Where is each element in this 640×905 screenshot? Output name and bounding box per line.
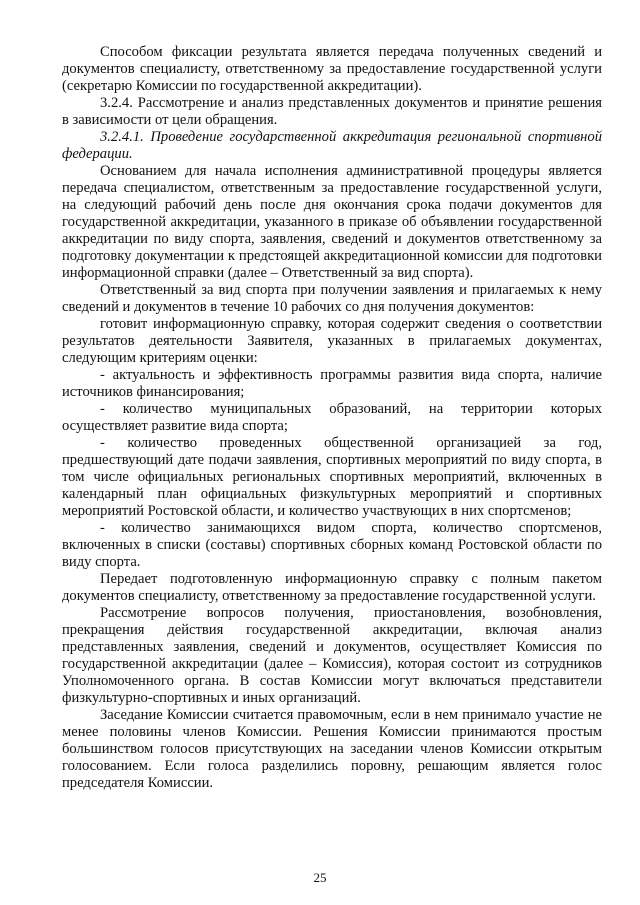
list-item-criterion-events: - количество проведенных общественной организацией за год, предшествующий дате подачи заявления, спортивных мероприятий по виду спорта, в том числе официальных региональных спортивных мероприятий, включенных в календарный план официальных физкультурных мероприятий и спортивных мероприятий Ростовской области, и количество участвующих в них спортсменов; bbox=[62, 435, 602, 519]
paragraph-responsible-actions: Ответственный за вид спорта при получении заявления и прилагаемых к нему сведений и документов в течение 10 рабочих со дня получения документов: bbox=[62, 282, 602, 315]
paragraph-section-3-2-4: 3.2.4. Рассмотрение и анализ представленных документов и принятие решения в зависимости от цели обращения. bbox=[62, 95, 602, 128]
paragraph-procedure-basis: Основанием для начала исполнения административной процедуры является передача специалистом, ответственным за предоставление государственной услуги, на следующий рабочий день после дня окончания срока подачи документов для государственной аккредитации, указанного в приказе об объявлении государственной аккредитации по виду спорта, заявления, сведений и документов ответственному за подготовку документации к предстоящей аккредитационной комиссии для подготовки информационной справки (далее – Ответственный за вид спорта). bbox=[62, 163, 602, 281]
paragraph-prepares-reference: готовит информационную справку, которая содержит сведения о соответствии результатов деятельности Заявителя, указанных в прилагаемых документах, следующим критериям оценки: bbox=[62, 316, 602, 366]
subsection-heading-3-2-4-1: 3.2.4.1. Проведение государственной аккредитация региональной спортивной федерации. bbox=[62, 129, 602, 162]
list-item-criterion-athletes: - количество занимающихся видом спорта, количество спортсменов, включенных в списки (составы) спортивных сборных команд Ростовской области по виду спорта. bbox=[62, 520, 602, 570]
paragraph-transfers-reference: Передает подготовленную информационную справку с полным пакетом документов специалисту, ответственному за предоставление государственной услуги. bbox=[62, 571, 602, 604]
list-item-criterion-relevance: - актуальность и эффективность программы развития вида спорта, наличие источников финансирования; bbox=[62, 367, 602, 400]
page-number: 25 bbox=[313, 870, 327, 885]
document-body bbox=[62, 44, 602, 792]
paragraph-result-fixation: Способом фиксации результата является передача полученных сведений и документов специалисту, ответственному за предоставление государственной услуги (секретарю Комиссии по государственной аккредитации). bbox=[62, 44, 602, 94]
list-item-criterion-municipalities: - количество муниципальных образований, на территории которых осуществляет развитие вида спорта; bbox=[62, 401, 602, 434]
paragraph-commission-quorum: Заседание Комиссии считается правомочным, если в нем принимало участие не менее половины членов Комиссии. Решения Комиссии принимаются простым большинством голосов присутствующих на заседании членов Комиссии открытым голосованием. Если голоса разделились поровну, решающим является голос председателя Комиссии. bbox=[62, 707, 602, 791]
paragraph-commission-scope: Рассмотрение вопросов получения, приостановления, возобновления, прекращения действия государственной аккредитации, включая анализ представленных заявления, сведений и документов, осуществляет Комиссия по государственной аккредитации (далее – Комиссия), которая состоит из сотрудников Уполномоченного органа. В состав Комиссии могут включаться представители физкультурно-спортивных и иных организаций. bbox=[62, 605, 602, 706]
